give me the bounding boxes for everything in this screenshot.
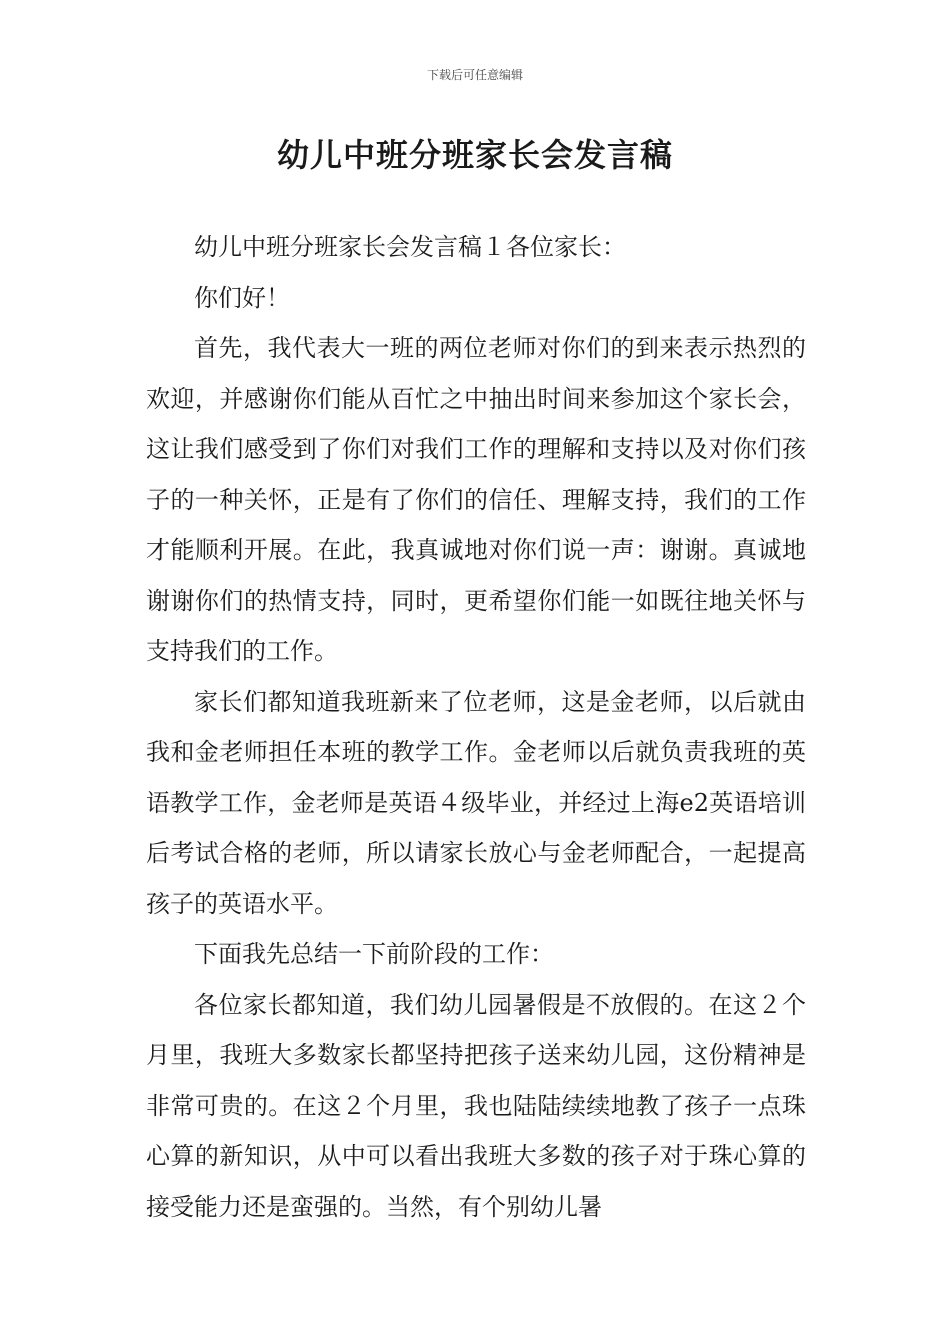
paragraph-summary-intro: 下面我先总结一下前阶段的工作：	[194, 940, 554, 968]
paragraph-new-teacher: 家长们都知道我班新来了位老师，这是金老师，以后就由我和金老师担任本班的教学工作。金老师以后就负责我班的英语教学工作，金老师是英语４级毕业，并经过上海e2英语培训后考试合格的老师，所以请家长放心与金老师配合，一起提高孩子的英语水平。	[146, 687, 806, 918]
paragraph-greeting: 幼儿中班分班家长会发言稿１各位家长：	[194, 233, 626, 261]
header-note: 下载后可任意编辑	[426, 68, 523, 82]
paragraph-welcome: 首先，我代表大一班的两位老师对你们的到来表示热烈的欢迎，并感谢你们能从百忙之中抽出时间来参加这个家长会，这让我们感受到了你们对我们工作的理解和支持以及对你们孩子的一种关怀，正是有了你们的信任、理解支持，我们的工作才能顺利开展。在此，我真诚地对你们说一声：谢谢。真诚地谢谢你们的热情支持，同时，更希望你们能一如既往地关怀与支持我们的工作。	[146, 334, 806, 665]
document-body	[146, 222, 806, 1232]
document-title: 幼儿中班分班家长会发言稿	[276, 136, 673, 174]
paragraph-hello: 你们好！	[194, 283, 290, 312]
paragraph-summer-work: 各位家长都知道，我们幼儿园暑假是不放假的。在这２个月里，我班大多数家长都坚持把孩子送来幼儿园，这份精神是非常可贵的。在这２个月里，我也陆陆续续地教了孩子一点珠心算的新知识，从中可以看出我班大多数的孩子对于珠心算的接受能力还是蛮强的。当然，有个别幼儿暑	[146, 990, 806, 1221]
